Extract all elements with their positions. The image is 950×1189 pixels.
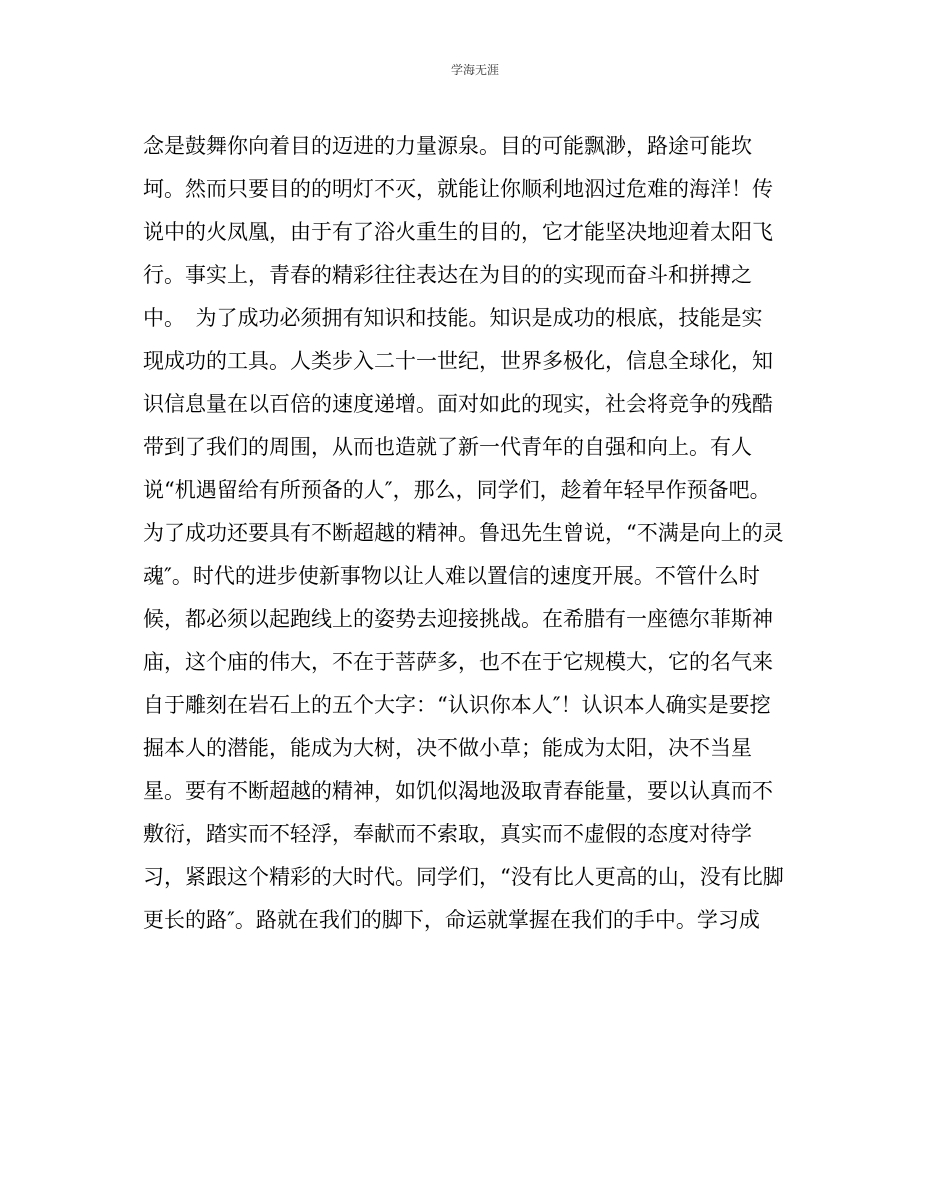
text-line: 更长的路″。路就在我们的脚下，命运就掌握在我们的手中。学习成	[143, 908, 760, 932]
document-body	[143, 125, 813, 942]
text-line: 习，紧跟这个精彩的大时代。同学们，“没有比人更高的山，没有比脚	[143, 865, 784, 889]
text-line: 识信息量在以百倍的速度递增。面对如此的现实，社会将竞争的残酷	[143, 392, 773, 416]
text-line: 坷。然而只要目的的明灯不灭，就能让你顺利地泅过危难的海洋！传	[143, 177, 773, 201]
text-line: 掘本人的潜能，能成为大树，决不做小草；能成为太阳，决不当星	[143, 736, 752, 760]
text-line: 说“机遇留给有所预备的人″，那么，同学们，趁着年轻早作预备吧。	[143, 478, 771, 502]
text-line: 说中的火凤凰，由于有了浴火重生的目的，它才能坚决地迎着太阳飞	[143, 220, 773, 244]
text-line: 念是鼓舞你向着目的迈进的力量源泉。目的可能飘渺，路途可能坎	[143, 134, 752, 158]
text-line: 自于雕刻在岩石上的五个大字：“认识你本人″！认识本人确实是要挖	[143, 693, 771, 717]
text-line: 中。 为了成功必须拥有知识和技能。知识是成功的根底，技能是实	[143, 306, 763, 330]
text-line: 敷衍，踏实而不轻浮，奉献而不索取，真实而不虚假的态度对待学	[143, 822, 752, 846]
text-line: 魂″。时代的进步使新事物以让人难以置信的速度开展。不管什么时	[143, 564, 760, 588]
text-line: 庙，这个庙的伟大，不在于菩萨多，也不在于它规模大，它的名气来	[143, 650, 773, 674]
text-line: 为了成功还要具有不断超越的精神。鲁迅先生曾说，“不满是向上的灵	[143, 521, 784, 545]
text-line: 现成功的工具。人类步入二十一世纪，世界多极化，信息全球化，知	[143, 349, 773, 373]
text-line: 行。事实上，青春的精彩往往表达在为目的的实现而奋斗和拼搏之	[143, 263, 752, 287]
text-line: 星。要有不断超越的精神，如饥似渴地汲取青春能量，要以认真而不	[143, 779, 773, 803]
page-header: 学海无涯	[450, 63, 499, 77]
text-line: 带到了我们的周围，从而也造就了新一代青年的自强和向上。有人	[143, 435, 752, 459]
text-line: 候，都必须以起跑线上的姿势去迎接挑战。在希腊有一座德尔菲斯神	[143, 607, 773, 631]
